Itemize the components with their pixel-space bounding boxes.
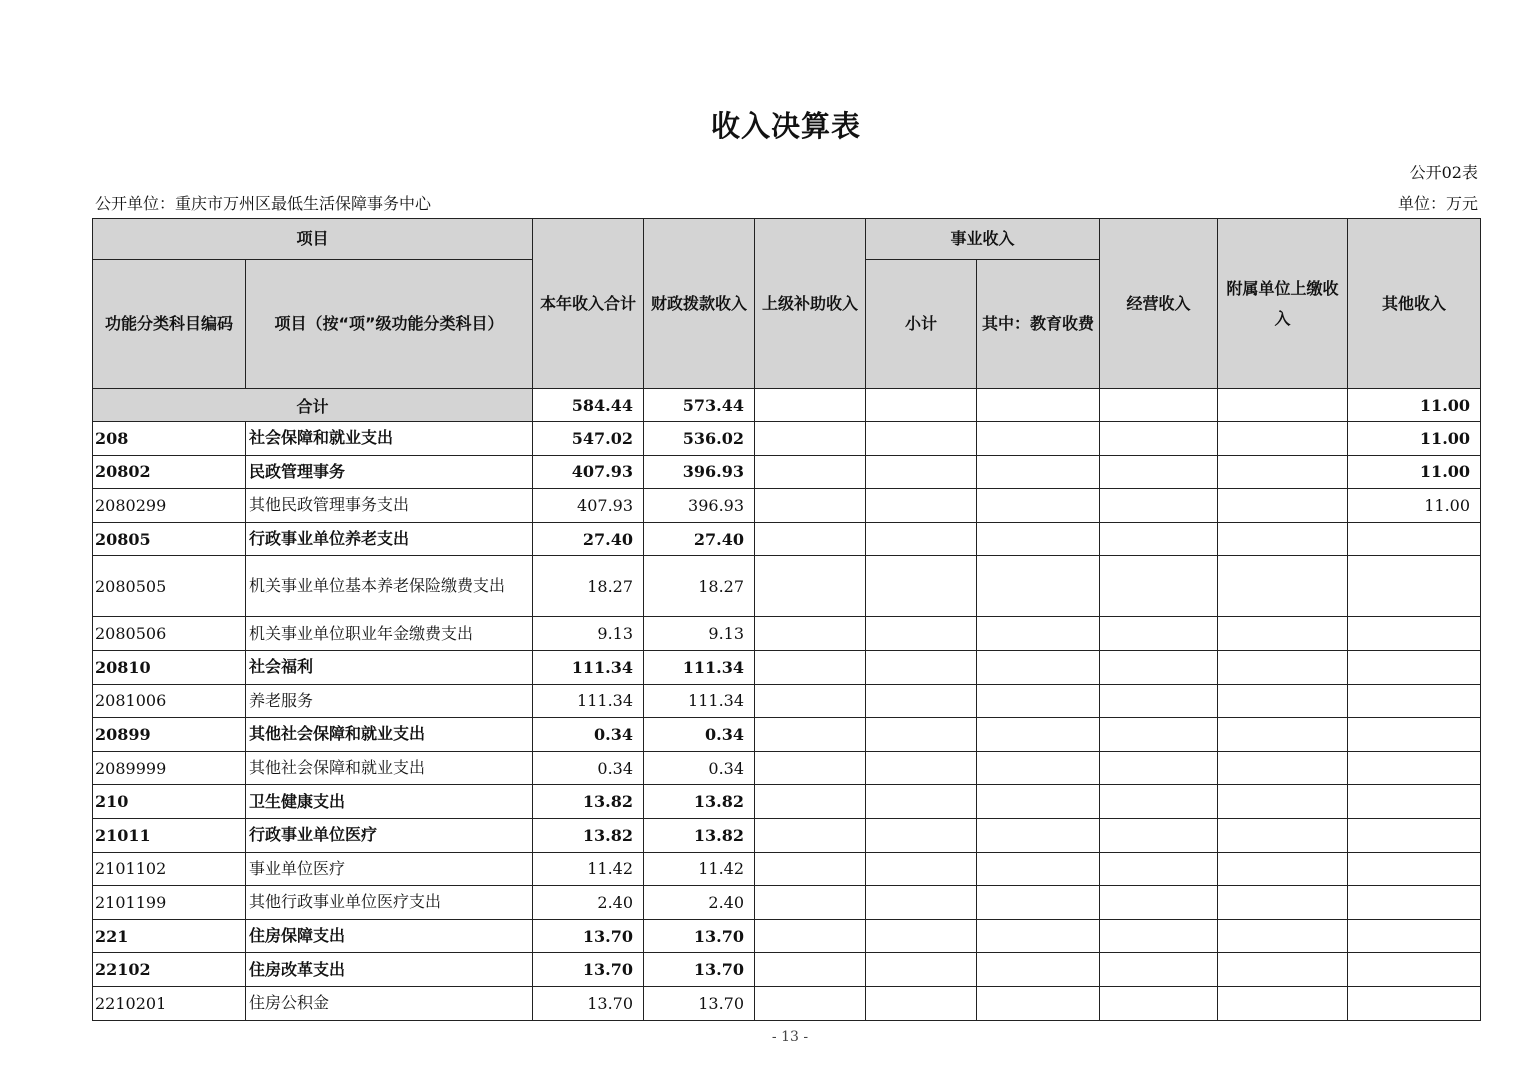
- row-superior: [755, 718, 866, 752]
- header-subtotal: 小计: [866, 260, 977, 389]
- row-other: 11.00: [1348, 489, 1481, 523]
- table-row: [93, 852, 1481, 886]
- row-total: 9.13: [533, 617, 644, 651]
- row-total: 13.70: [533, 953, 644, 987]
- row-subtotal: [866, 953, 977, 987]
- row-subtotal: [866, 986, 977, 1020]
- row-operating: [1100, 650, 1218, 684]
- row-affiliated: [1218, 422, 1348, 456]
- row-superior: [755, 785, 866, 819]
- row-code: 2080299: [93, 489, 246, 523]
- row-operating: [1100, 422, 1218, 456]
- table-row: [93, 522, 1481, 556]
- reporting-unit: 公开单位：重庆市万州区最低生活保障事务中心: [95, 194, 432, 213]
- row-affiliated: [1218, 785, 1348, 819]
- row-superior: [755, 422, 866, 456]
- row-total: 13.70: [533, 986, 644, 1020]
- row-fiscal: 396.93: [644, 455, 755, 489]
- row-fiscal: 11.42: [644, 852, 755, 886]
- row-superior: [755, 684, 866, 718]
- table-row: [93, 489, 1481, 523]
- header-total: 本年收入合计: [533, 219, 644, 389]
- row-operating: [1100, 886, 1218, 920]
- row-education: [977, 617, 1100, 651]
- row-fiscal: 13.70: [644, 953, 755, 987]
- header-item: 项目: [93, 219, 533, 260]
- row-superior: [755, 650, 866, 684]
- header-code: 功能分类科目编码: [93, 260, 246, 389]
- row-superior: [755, 489, 866, 523]
- row-fiscal: 27.40: [644, 522, 755, 556]
- row-name: 养老服务: [246, 684, 533, 718]
- income-table: [92, 218, 1481, 1021]
- row-affiliated: [1218, 617, 1348, 651]
- row-subtotal: [866, 919, 977, 953]
- row-total: 11.42: [533, 852, 644, 886]
- row-subtotal: [866, 818, 977, 852]
- row-other: [1348, 556, 1481, 617]
- row-affiliated: [1218, 751, 1348, 785]
- row-subtotal: [866, 886, 977, 920]
- table-row: [93, 556, 1481, 617]
- table-row: [93, 617, 1481, 651]
- row-name: 民政管理事务: [246, 455, 533, 489]
- row-name: 机关事业单位职业年金缴费支出: [246, 617, 533, 651]
- row-affiliated: [1218, 852, 1348, 886]
- row-education: [977, 852, 1100, 886]
- row-total: 547.02: [533, 422, 644, 456]
- row-education: [977, 455, 1100, 489]
- row-fiscal: 0.34: [644, 751, 755, 785]
- row-name: 社会福利: [246, 650, 533, 684]
- total-subtotal: [866, 389, 977, 422]
- row-other: [1348, 919, 1481, 953]
- page-number: - 13 -: [771, 1029, 809, 1045]
- row-code: 20802: [93, 455, 246, 489]
- row-subtotal: [866, 718, 977, 752]
- row-fiscal: 13.70: [644, 919, 755, 953]
- row-name: 机关事业单位基本养老保险缴费支出: [246, 556, 533, 617]
- total-affiliated: [1218, 389, 1348, 422]
- row-name: 其他社会保障和就业支出: [246, 718, 533, 752]
- row-other: [1348, 522, 1481, 556]
- table-row: [93, 718, 1481, 752]
- table-row: [93, 650, 1481, 684]
- total-total: 584.44: [533, 389, 644, 422]
- row-subtotal: [866, 455, 977, 489]
- row-education: [977, 684, 1100, 718]
- row-code: 2080506: [93, 617, 246, 651]
- row-education: [977, 785, 1100, 819]
- row-code: 20810: [93, 650, 246, 684]
- row-superior: [755, 522, 866, 556]
- row-superior: [755, 818, 866, 852]
- row-education: [977, 886, 1100, 920]
- row-other: [1348, 650, 1481, 684]
- row-subtotal: [866, 684, 977, 718]
- row-affiliated: [1218, 886, 1348, 920]
- total-fiscal: 573.44: [644, 389, 755, 422]
- total-label: 合计: [93, 389, 533, 422]
- header-operating: 经营收入: [1100, 219, 1218, 389]
- row-subtotal: [866, 522, 977, 556]
- row-operating: [1100, 522, 1218, 556]
- row-other: [1348, 852, 1481, 886]
- row-subtotal: [866, 785, 977, 819]
- row-name: 事业单位医疗: [246, 852, 533, 886]
- row-code: 2089999: [93, 751, 246, 785]
- row-education: [977, 953, 1100, 987]
- row-name: 其他社会保障和就业支出: [246, 751, 533, 785]
- row-total: 27.40: [533, 522, 644, 556]
- row-total: 18.27: [533, 556, 644, 617]
- row-fiscal: 13.70: [644, 986, 755, 1020]
- row-fiscal: 13.82: [644, 785, 755, 819]
- header-business-income: 事业收入: [866, 219, 1100, 260]
- row-fiscal: 13.82: [644, 818, 755, 852]
- header-superior: 上级补助收入: [755, 219, 866, 389]
- row-code: 2080505: [93, 556, 246, 617]
- row-subtotal: [866, 650, 977, 684]
- row-operating: [1100, 751, 1218, 785]
- table-code: 公开02表: [1409, 163, 1478, 182]
- row-education: [977, 919, 1100, 953]
- row-education: [977, 751, 1100, 785]
- row-code: 21011: [93, 818, 246, 852]
- row-subtotal: [866, 852, 977, 886]
- row-operating: [1100, 852, 1218, 886]
- row-operating: [1100, 818, 1218, 852]
- total-superior: [755, 389, 866, 422]
- row-other: [1348, 617, 1481, 651]
- row-affiliated: [1218, 650, 1348, 684]
- row-education: [977, 986, 1100, 1020]
- row-code: 2101199: [93, 886, 246, 920]
- row-operating: [1100, 556, 1218, 617]
- table-row: [93, 986, 1481, 1020]
- row-operating: [1100, 684, 1218, 718]
- row-superior: [755, 986, 866, 1020]
- header-education: 其中：教育收费: [977, 260, 1100, 389]
- table-row: [93, 785, 1481, 819]
- row-other: 11.00: [1348, 422, 1481, 456]
- row-affiliated: [1218, 556, 1348, 617]
- row-superior: [755, 751, 866, 785]
- row-subtotal: [866, 489, 977, 523]
- row-code: 210: [93, 785, 246, 819]
- total-operating: [1100, 389, 1218, 422]
- row-other: [1348, 953, 1481, 987]
- row-code: 2081006: [93, 684, 246, 718]
- row-name: 社会保障和就业支出: [246, 422, 533, 456]
- row-fiscal: 396.93: [644, 489, 755, 523]
- total-row: [93, 389, 1481, 422]
- row-total: 0.34: [533, 718, 644, 752]
- row-code: 208: [93, 422, 246, 456]
- row-education: [977, 422, 1100, 456]
- row-name: 卫生健康支出: [246, 785, 533, 819]
- row-operating: [1100, 785, 1218, 819]
- row-name: 其他民政管理事务支出: [246, 489, 533, 523]
- row-education: [977, 818, 1100, 852]
- row-subtotal: [866, 422, 977, 456]
- row-education: [977, 650, 1100, 684]
- row-superior: [755, 953, 866, 987]
- header-affiliated: 附属单位上缴收入: [1218, 219, 1348, 389]
- row-other: [1348, 986, 1481, 1020]
- row-fiscal: 18.27: [644, 556, 755, 617]
- row-code: 2210201: [93, 986, 246, 1020]
- header-other: 其他收入: [1348, 219, 1481, 389]
- row-affiliated: [1218, 953, 1348, 987]
- row-affiliated: [1218, 818, 1348, 852]
- row-name: 行政事业单位医疗: [246, 818, 533, 852]
- row-total: 407.93: [533, 489, 644, 523]
- row-operating: [1100, 953, 1218, 987]
- table-row: [93, 684, 1481, 718]
- row-operating: [1100, 455, 1218, 489]
- total-education: [977, 389, 1100, 422]
- row-total: 13.70: [533, 919, 644, 953]
- row-superior: [755, 919, 866, 953]
- row-other: [1348, 751, 1481, 785]
- page-title: 收入决算表: [710, 109, 861, 143]
- row-total: 13.82: [533, 785, 644, 819]
- row-total: 111.34: [533, 650, 644, 684]
- row-affiliated: [1218, 522, 1348, 556]
- row-code: 2101102: [93, 852, 246, 886]
- row-total: 13.82: [533, 818, 644, 852]
- row-subtotal: [866, 617, 977, 651]
- row-education: [977, 718, 1100, 752]
- table-row: [93, 919, 1481, 953]
- row-fiscal: 111.34: [644, 684, 755, 718]
- row-operating: [1100, 919, 1218, 953]
- row-affiliated: [1218, 684, 1348, 718]
- table-row: [93, 953, 1481, 987]
- row-total: 407.93: [533, 455, 644, 489]
- row-other: [1348, 718, 1481, 752]
- row-code: 20899: [93, 718, 246, 752]
- table-row: [93, 886, 1481, 920]
- row-code: 221: [93, 919, 246, 953]
- header-name: 项目（按“项”级功能分类科目）: [246, 260, 533, 389]
- row-fiscal: 111.34: [644, 650, 755, 684]
- row-total: 0.34: [533, 751, 644, 785]
- row-affiliated: [1218, 986, 1348, 1020]
- row-education: [977, 556, 1100, 617]
- row-superior: [755, 455, 866, 489]
- row-name: 住房保障支出: [246, 919, 533, 953]
- row-affiliated: [1218, 919, 1348, 953]
- row-other: [1348, 684, 1481, 718]
- row-operating: [1100, 718, 1218, 752]
- unit-measure: 单位：万元: [1397, 194, 1478, 213]
- row-affiliated: [1218, 489, 1348, 523]
- row-operating: [1100, 489, 1218, 523]
- row-superior: [755, 617, 866, 651]
- row-other: [1348, 818, 1481, 852]
- total-other: 11.00: [1348, 389, 1481, 422]
- row-education: [977, 522, 1100, 556]
- row-superior: [755, 852, 866, 886]
- row-fiscal: 536.02: [644, 422, 755, 456]
- row-total: 2.40: [533, 886, 644, 920]
- row-fiscal: 2.40: [644, 886, 755, 920]
- row-operating: [1100, 986, 1218, 1020]
- row-name: 其他行政事业单位医疗支出: [246, 886, 533, 920]
- row-name: 行政事业单位养老支出: [246, 522, 533, 556]
- row-fiscal: 9.13: [644, 617, 755, 651]
- row-subtotal: [866, 751, 977, 785]
- table-row: [93, 422, 1481, 456]
- row-other: [1348, 785, 1481, 819]
- row-operating: [1100, 617, 1218, 651]
- row-affiliated: [1218, 455, 1348, 489]
- row-superior: [755, 886, 866, 920]
- row-other: 11.00: [1348, 455, 1481, 489]
- header-fiscal: 财政拨款收入: [644, 219, 755, 389]
- row-total: 111.34: [533, 684, 644, 718]
- row-name: 住房改革支出: [246, 953, 533, 987]
- row-superior: [755, 556, 866, 617]
- table-row: [93, 455, 1481, 489]
- row-code: 20805: [93, 522, 246, 556]
- row-fiscal: 0.34: [644, 718, 755, 752]
- row-education: [977, 489, 1100, 523]
- row-affiliated: [1218, 718, 1348, 752]
- row-name: 住房公积金: [246, 986, 533, 1020]
- row-other: [1348, 886, 1481, 920]
- table-row: [93, 818, 1481, 852]
- row-subtotal: [866, 556, 977, 617]
- table-row: [93, 751, 1481, 785]
- row-code: 22102: [93, 953, 246, 987]
